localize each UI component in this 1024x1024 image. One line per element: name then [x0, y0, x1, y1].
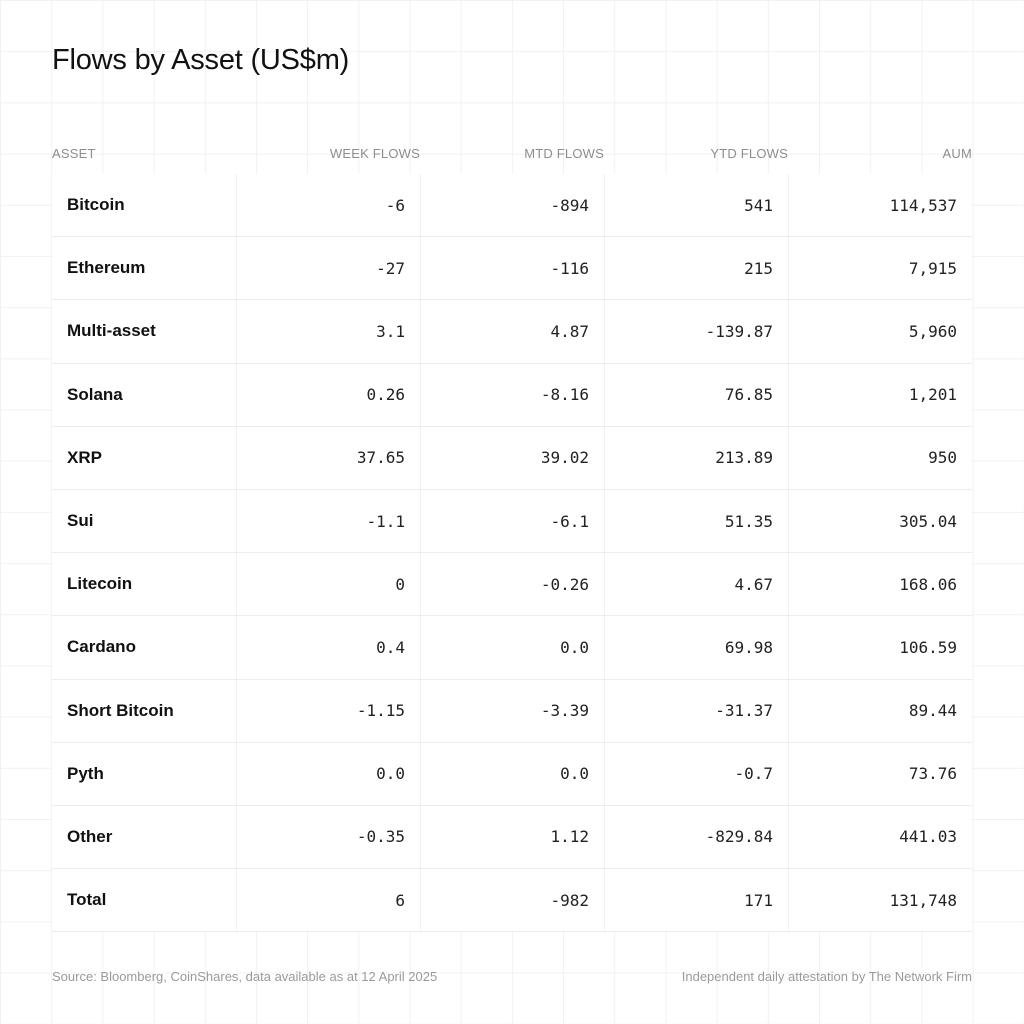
cell-week-flows: -0.35	[236, 806, 420, 868]
table-row	[52, 616, 972, 679]
table-row	[52, 680, 972, 743]
cell-aum: 950	[788, 427, 972, 489]
cell-week-flows: -1.1	[236, 490, 420, 552]
cell-week-flows: 0	[236, 553, 420, 615]
cell-mtd-flows: -6.1	[420, 490, 604, 552]
cell-asset: Total	[67, 890, 107, 910]
cell-week-flows: 6	[236, 869, 420, 931]
table-row	[52, 806, 972, 869]
source-note: Source: Bloomberg, CoinShares, data available as at 12 April 2025	[52, 969, 438, 984]
cell-mtd-flows: 0.0	[420, 616, 604, 678]
cell-week-flows: -27	[236, 237, 420, 299]
cell-ytd-flows: 541	[604, 174, 788, 236]
cell-ytd-flows: 51.35	[604, 490, 788, 552]
cell-ytd-flows: 4.67	[604, 553, 788, 615]
table-row	[52, 427, 972, 490]
column-header-week-flows: WEEK FLOWS	[329, 145, 420, 161]
table-row	[52, 553, 972, 616]
cell-ytd-flows: 213.89	[604, 427, 788, 489]
cell-aum: 441.03	[788, 806, 972, 868]
attestation-note: Independent daily attestation by The Network Firm	[681, 969, 972, 984]
cell-mtd-flows: -3.39	[420, 680, 604, 742]
cell-ytd-flows: 76.85	[604, 364, 788, 426]
cell-aum: 89.44	[788, 680, 972, 742]
page-title: Flows by Asset (US$m)	[52, 44, 350, 76]
column-header-asset: ASSET	[52, 145, 96, 161]
cell-week-flows: 37.65	[236, 427, 420, 489]
cell-asset: Litecoin	[67, 574, 133, 594]
table-row	[52, 237, 972, 300]
table-body	[52, 174, 972, 932]
cell-aum: 114,537	[788, 174, 972, 236]
cell-mtd-flows: 0.0	[420, 743, 604, 805]
table-row-total	[52, 869, 972, 932]
cell-aum: 305.04	[788, 490, 972, 552]
table-row	[52, 490, 972, 553]
cell-ytd-flows: -31.37	[604, 680, 788, 742]
cell-asset: Multi-asset	[67, 321, 156, 341]
cell-aum: 106.59	[788, 616, 972, 678]
cell-week-flows: 0.4	[236, 616, 420, 678]
flows-table	[52, 132, 972, 932]
cell-asset: Sui	[67, 511, 94, 531]
cell-asset: XRP	[67, 447, 102, 467]
cell-asset: Short Bitcoin	[67, 700, 174, 720]
cell-mtd-flows: 4.87	[420, 300, 604, 362]
cell-ytd-flows: 215	[604, 237, 788, 299]
cell-week-flows: -1.15	[236, 680, 420, 742]
cell-ytd-flows: -139.87	[604, 300, 788, 362]
table-row	[52, 364, 972, 427]
footer	[52, 969, 972, 984]
cell-mtd-flows: -8.16	[420, 364, 604, 426]
cell-ytd-flows: -0.7	[604, 743, 788, 805]
cell-ytd-flows: 69.98	[604, 616, 788, 678]
cell-week-flows: 0.26	[236, 364, 420, 426]
cell-mtd-flows: -116	[420, 237, 604, 299]
cell-mtd-flows: 39.02	[420, 427, 604, 489]
cell-asset: Bitcoin	[67, 195, 125, 215]
cell-week-flows: 3.1	[236, 300, 420, 362]
cell-mtd-flows: -0.26	[420, 553, 604, 615]
cell-ytd-flows: -829.84	[604, 806, 788, 868]
cell-aum: 168.06	[788, 553, 972, 615]
cell-mtd-flows: -894	[420, 174, 604, 236]
table-row	[52, 174, 972, 237]
cell-week-flows: 0.0	[236, 743, 420, 805]
table-row	[52, 300, 972, 363]
cell-asset: Ethereum	[67, 258, 146, 278]
table-header	[52, 132, 972, 174]
table-row	[52, 743, 972, 806]
cell-aum: 1,201	[788, 364, 972, 426]
cell-asset: Solana	[67, 384, 123, 404]
column-header-aum: AUM	[942, 145, 972, 161]
cell-aum: 7,915	[788, 237, 972, 299]
cell-week-flows: -6	[236, 174, 420, 236]
cell-asset: Pyth	[67, 763, 104, 783]
cell-aum: 131,748	[788, 869, 972, 931]
cell-aum: 73.76	[788, 743, 972, 805]
column-header-ytd-flows: YTD FLOWS	[710, 145, 788, 161]
cell-mtd-flows: 1.12	[420, 806, 604, 868]
cell-asset: Cardano	[67, 637, 136, 657]
cell-aum: 5,960	[788, 300, 972, 362]
cell-mtd-flows: -982	[420, 869, 604, 931]
cell-ytd-flows: 171	[604, 869, 788, 931]
column-header-mtd-flows: MTD FLOWS	[524, 145, 604, 161]
cell-asset: Other	[67, 826, 113, 846]
